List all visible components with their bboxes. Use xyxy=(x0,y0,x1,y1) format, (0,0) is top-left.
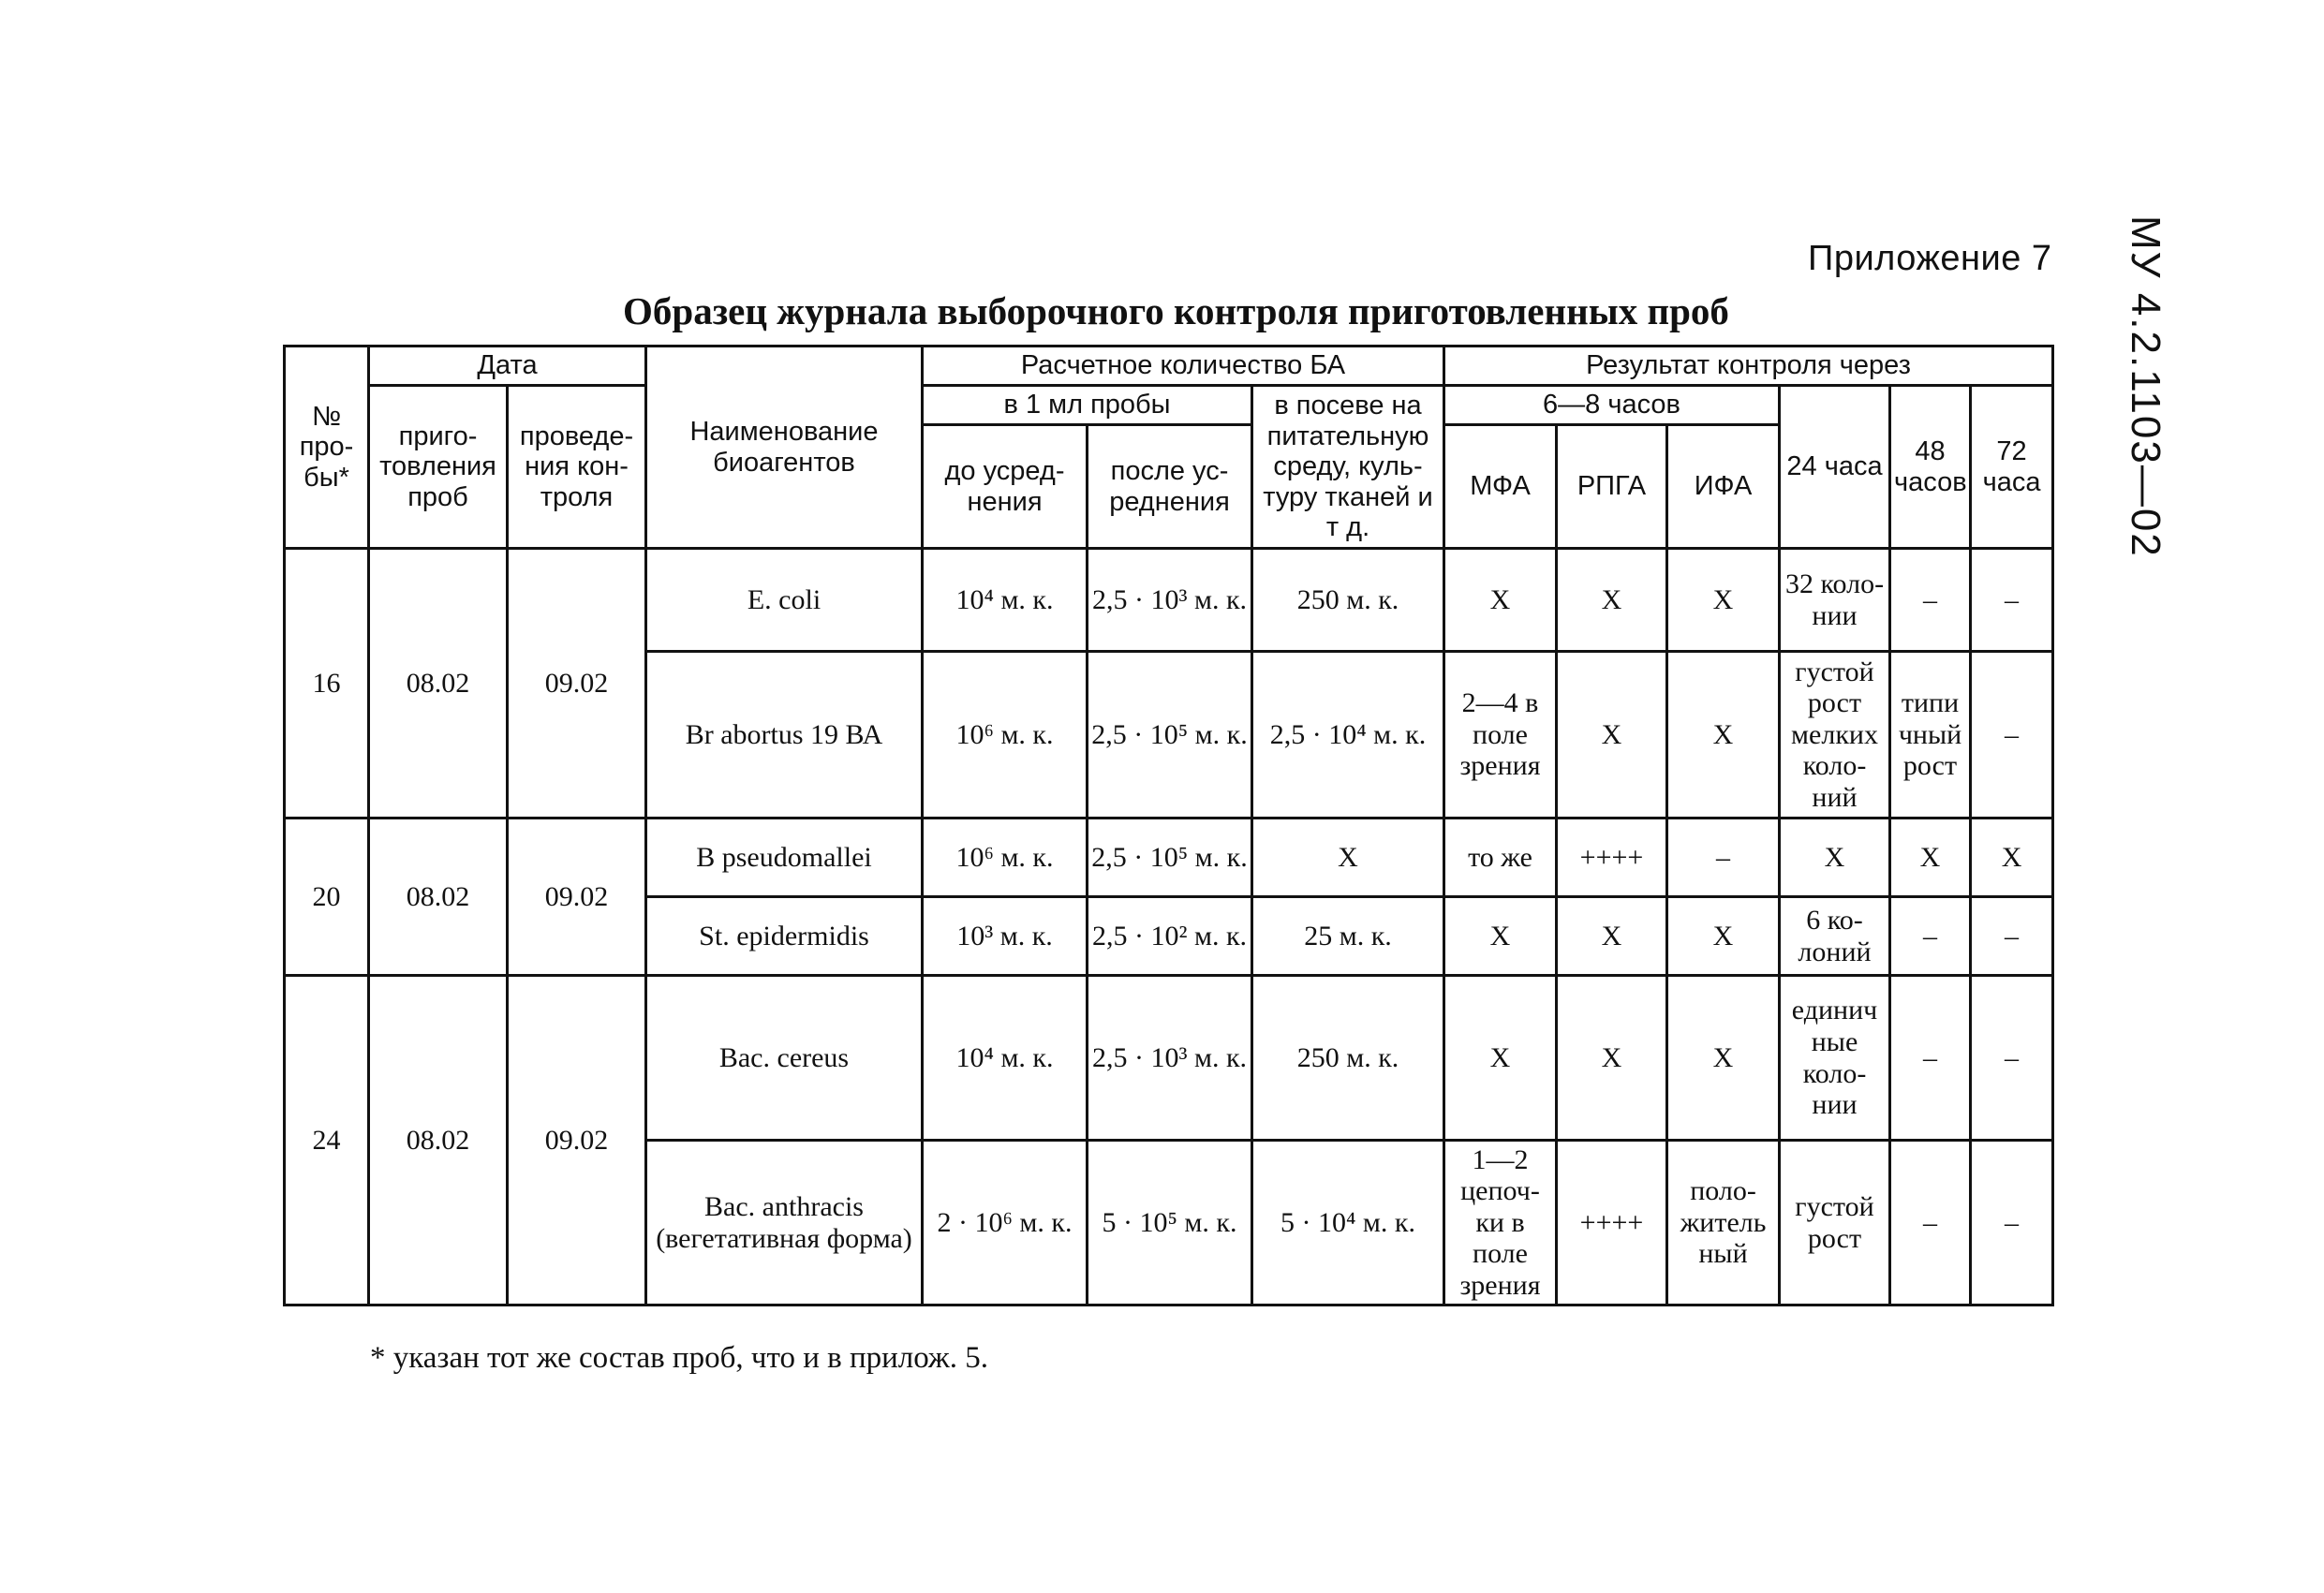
mfa-result: то же xyxy=(1444,819,1557,897)
document-code: МУ 4.2.1103—02 xyxy=(2123,215,2169,558)
header-after-avg: после ус-реднения xyxy=(1088,425,1252,549)
result-24h: густой рост мелких коло-ний xyxy=(1780,652,1890,819)
bioagent-name: Bac. anthracis (вегетативная форма) xyxy=(646,1141,923,1305)
header-72-hours: 72 часа xyxy=(1971,386,2053,549)
rpga-result: ++++ xyxy=(1557,1141,1667,1305)
header-mfa: МФА xyxy=(1444,425,1557,549)
result-24h: 6 ко-лоний xyxy=(1780,897,1890,976)
annex-label: Приложение 7 xyxy=(1808,239,2052,278)
date-prep: 08.02 xyxy=(369,976,508,1305)
sample-number: 20 xyxy=(285,819,369,976)
date-prep: 08.02 xyxy=(369,819,508,976)
result-72h: – xyxy=(1971,976,2053,1141)
header-bioagent: Наименование биоагентов xyxy=(646,347,923,549)
bioagent-name: E. coli xyxy=(646,549,923,652)
rpga-result: Х xyxy=(1557,652,1667,819)
header-6-8-hours: 6—8 часов xyxy=(1444,386,1780,425)
date-control: 09.02 xyxy=(508,549,646,819)
after-avg-value: 2,5 · 10³ м. к. xyxy=(1088,549,1252,652)
before-avg-value: 10⁶ м. к. xyxy=(923,819,1088,897)
ifa-result: Х xyxy=(1667,549,1780,652)
bioagent-name: Br abortus 19 ВА xyxy=(646,652,923,819)
result-72h: – xyxy=(1971,897,2053,976)
result-72h: – xyxy=(1971,549,2053,652)
table-row xyxy=(285,549,2053,652)
sample-number: 16 xyxy=(285,549,369,819)
header-result: Результат контроля через xyxy=(1444,347,2053,386)
bioagent-name: B pseudomallei xyxy=(646,819,923,897)
result-48h: – xyxy=(1890,1141,1971,1305)
header-estimated: Расчетное количество БА xyxy=(923,347,1444,386)
before-avg-value: 10⁶ м. к. xyxy=(923,652,1088,819)
after-avg-value: 2,5 · 10² м. к. xyxy=(1088,897,1252,976)
mfa-result: 1—2 цепоч-ки в поле зрения xyxy=(1444,1141,1557,1305)
after-avg-value: 2,5 · 10⁵ м. к. xyxy=(1088,819,1252,897)
footnote: * указан тот же состав проб, что и в прилож. 5. xyxy=(370,1341,988,1375)
mfa-result: 2—4 в поле зрения xyxy=(1444,652,1557,819)
date-control: 09.02 xyxy=(508,976,646,1305)
seeding-value: 5 · 10⁴ м. к. xyxy=(1252,1141,1444,1305)
seeding-value: 25 м. к. xyxy=(1252,897,1444,976)
before-avg-value: 10³ м. к. xyxy=(923,897,1088,976)
result-48h: Х xyxy=(1890,819,1971,897)
result-24h: единич ные коло-нии xyxy=(1780,976,1890,1141)
result-48h: – xyxy=(1890,976,1971,1141)
mfa-result: Х xyxy=(1444,897,1557,976)
result-48h: – xyxy=(1890,897,1971,976)
date-prep: 08.02 xyxy=(369,549,508,819)
header-date-prep: приго-товления проб xyxy=(369,386,508,549)
seeding-value: Х xyxy=(1252,819,1444,897)
header-in-seeding: в посеве на питательную среду, куль-туру тканей и т д. xyxy=(1252,386,1444,549)
rpga-result: Х xyxy=(1557,976,1667,1141)
ifa-result: Х xyxy=(1667,897,1780,976)
sample-number: 24 xyxy=(285,976,369,1305)
result-24h: густой рост xyxy=(1780,1141,1890,1305)
after-avg-value: 2,5 · 10⁵ м. к. xyxy=(1088,652,1252,819)
header-date-control: проведе-ния кон-троля xyxy=(508,386,646,549)
ifa-result: – xyxy=(1667,819,1780,897)
result-48h: – xyxy=(1890,549,1971,652)
seeding-value: 2,5 · 10⁴ м. к. xyxy=(1252,652,1444,819)
ifa-result: Х xyxy=(1667,652,1780,819)
header-24-hours: 24 часа xyxy=(1780,386,1890,549)
result-48h: типи чный рост xyxy=(1890,652,1971,819)
rpga-result: Х xyxy=(1557,897,1667,976)
after-avg-value: 2,5 · 10³ м. к. xyxy=(1088,976,1252,1141)
bioagent-name: Bac. cereus xyxy=(646,976,923,1141)
bioagent-name: St. epidermidis xyxy=(646,897,923,976)
before-avg-value: 10⁴ м. к. xyxy=(923,976,1088,1141)
result-24h: 32 коло-нии xyxy=(1780,549,1890,652)
result-72h: – xyxy=(1971,1141,2053,1305)
header-per-ml: в 1 мл пробы xyxy=(923,386,1252,425)
date-control: 09.02 xyxy=(508,819,646,976)
result-72h: Х xyxy=(1971,819,2053,897)
header-before-avg: до усред-нения xyxy=(923,425,1088,549)
mfa-result: Х xyxy=(1444,549,1557,652)
result-24h: Х xyxy=(1780,819,1890,897)
table-header xyxy=(285,347,2053,549)
ifa-result: Х xyxy=(1667,976,1780,1141)
seeding-value: 250 м. к. xyxy=(1252,549,1444,652)
rpga-result: ++++ xyxy=(1557,819,1667,897)
rpga-result: Х xyxy=(1557,549,1667,652)
page-title: Образец журнала выборочного контроля приготовленных проб xyxy=(623,289,1729,332)
header-date: Дата xyxy=(369,347,646,386)
journal-table xyxy=(283,345,2054,1306)
before-avg-value: 2 · 10⁶ м. к. xyxy=(923,1141,1088,1305)
header-48-hours: 48 часов xyxy=(1890,386,1971,549)
table-row xyxy=(285,819,2053,897)
table-row xyxy=(285,976,2053,1141)
mfa-result: Х xyxy=(1444,976,1557,1141)
header-ifa: ИФА xyxy=(1667,425,1780,549)
header-rpga: РПГА xyxy=(1557,425,1667,549)
before-avg-value: 10⁴ м. к. xyxy=(923,549,1088,652)
seeding-value: 250 м. к. xyxy=(1252,976,1444,1141)
ifa-result: поло-житель ный xyxy=(1667,1141,1780,1305)
header-sample-no: № про-бы* xyxy=(285,347,369,549)
after-avg-value: 5 · 10⁵ м. к. xyxy=(1088,1141,1252,1305)
result-72h: – xyxy=(1971,652,2053,819)
